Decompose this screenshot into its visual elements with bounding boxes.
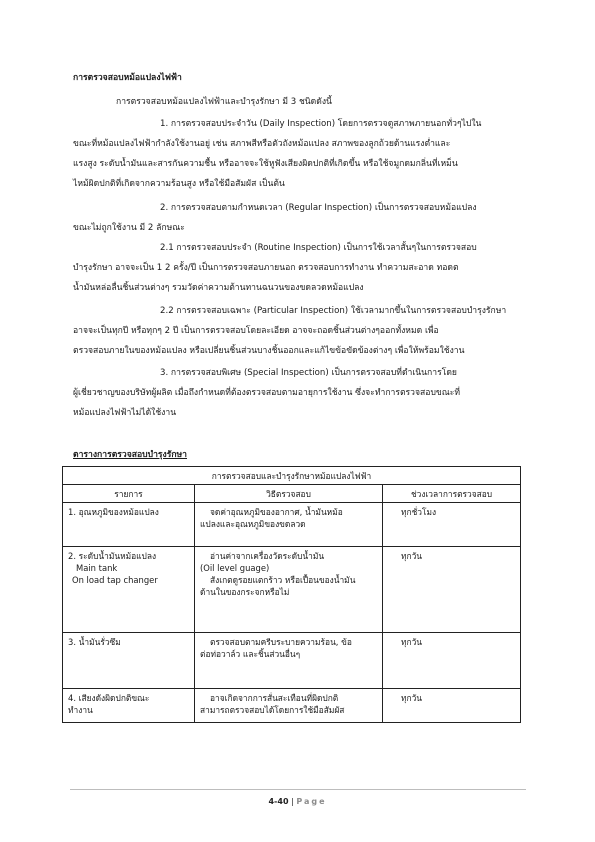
row-method-line: ด้านในของกระจกหรือไม่	[200, 587, 290, 597]
para21-line: น้ำมันหล่อลื่นชิ้นส่วนต่างๆ รวมวัดค่าความต้านทานฉนวนของขดลวดหม้อแปลง	[73, 283, 364, 293]
row-item-line: 1. อุณหภูมิของหม้อแปลง	[68, 507, 159, 517]
row-method-line: อาจเกิดจากการสั่นสะเทือนที่ผิดปกติ	[210, 693, 339, 703]
para22-line: ตรวจสอบภายในของหม้อแปลง หรือเปลี่ยนชิ้นส่วนบางชิ้นออกและแก้ไขข้อขัดข้องต่างๆ เพื่อให้พร้อมใช้งาน	[73, 346, 465, 356]
row-period: ทุกชั่วโมง	[383, 503, 521, 547]
row-method	[195, 503, 383, 547]
row-method-line: ตรวจสอบตามครีบระบายความร้อน, ข้อ	[210, 637, 352, 647]
para2-line: 2. การตรวจสอบตามกำหนดเวลา (Regular Inspection) เป็นการตรวจสอบหม้อแปลง	[160, 203, 477, 213]
para1-line: ขณะที่หม้อแปลงไฟฟ้ากำลังใช้งานอยู่ เช่น สภาพสีหรือตัวถังหม้อแปลง สภาพของลูกถ้วยด้านแรงต่ำและ	[73, 139, 451, 149]
para3-line: หม้อแปลงไฟฟ้าไม่ได้ใช้งาน	[73, 408, 177, 418]
row-method-line: อ่านค่าจากเครื่องวัดระดับน้ำมัน	[210, 551, 325, 561]
row-item-line: Main tank	[76, 563, 118, 573]
para21-line: 2.1 การตรวจสอบประจำ (Routine Inspection) เป็นการใช้เวลาสั้นๆในการตรวจสอบ	[160, 243, 477, 253]
table-title: ตารางการตรวจสอบบำรุงรักษา	[73, 450, 188, 460]
row-item	[63, 547, 195, 633]
para3-line: 3. การตรวจสอบพิเศษ (Special Inspection) เป็นการตรวจสอบที่ดำเนินการโดย	[160, 368, 457, 378]
row-method	[195, 633, 383, 689]
row-item	[63, 503, 195, 547]
row-item-line: On load tap changer	[72, 575, 158, 585]
row-method	[195, 689, 383, 723]
intro-line: การตรวจสอบหม้อแปลงไฟฟ้าและบำรุงรักษา มี 3 ชนิดดังนี้	[116, 97, 332, 107]
row-period: ทุกวัน	[383, 689, 521, 723]
row-item-line: 3. น้ำมันรั่วซึม	[68, 637, 121, 647]
row-period: ทุกวัน	[383, 547, 521, 633]
table-row	[63, 689, 521, 723]
row-period: ทุกวัน	[383, 633, 521, 689]
para3-line: ผู้เชี่ยวชาญของบริษัทผู้ผลิต เมื่อถึงกำหนดที่ต้องตรวจสอบตามอายุการใช้งาน ซึ่งจะทำการตรวจสอบขณะที่	[73, 388, 461, 398]
row-method-line: แปลงและอุณหภูมิของขดลวด	[200, 519, 306, 529]
row-item-line: ทำงาน	[68, 705, 93, 715]
row-method-line: สังเกตดูรอยแตกร้าว หรือเปื้อนของน้ำมัน	[210, 575, 356, 585]
row-item	[63, 689, 195, 723]
table-caption: การตรวจสอบและบำรุงรักษาหม้อแปลงไฟฟ้า	[63, 467, 521, 485]
page-number: 4-40	[268, 797, 289, 806]
header-item: รายการ	[63, 485, 195, 503]
maintenance-table	[62, 466, 521, 723]
page-footer	[0, 797, 595, 807]
row-method	[195, 547, 383, 633]
row-method-line: (Oil level guage)	[200, 563, 270, 573]
footer-divider	[70, 789, 526, 790]
row-method-line: สามารถตรวจสอบได้โดยการใช้มือสัมผัส	[200, 705, 345, 715]
section-heading: การตรวจสอบหม้อแปลงไฟฟ้า	[73, 73, 182, 83]
header-method: วิธีตรวจสอบ	[195, 485, 383, 503]
row-item-line: 2. ระดับน้ำมันหม้อแปลง	[68, 551, 157, 561]
row-method-line: จดค่าอุณหภูมิของอากาศ, น้ำมันหม้อ	[210, 507, 343, 517]
para22-line: 2.2 การตรวจสอบเฉพาะ (Particular Inspection) ใช้เวลามากขึ้นในการตรวจสอบบำรุงรักษา	[160, 306, 507, 316]
para22-line: อาจจะเป็นทุกปี หรือทุกๆ 2 ปี เป็นการตรวจสอบโดยละเอียด อาจจะถอดชิ้นส่วนต่างๆออกทั้งหมด เพื่อ	[73, 326, 439, 336]
para21-line: บำรุงรักษา อาจจะเป็น 1 2 ครั้ง/ปี เป็นการตรวจสอบภายนอก ตรวจสอบการทำงาน ทำความสะอาด ทอดต	[73, 263, 459, 273]
footer-separator: |	[291, 797, 294, 806]
page-word: Page	[296, 797, 327, 806]
table-row	[63, 547, 521, 633]
row-item	[63, 633, 195, 689]
table-row	[63, 633, 521, 689]
header-period: ช่วงเวลาการตรวจสอบ	[383, 485, 521, 503]
row-method-line: ต่อท่อวาล์ว และชิ้นส่วนอื่นๆ	[200, 649, 301, 659]
row-item-line: 4. เสียงดังผิดปกติขณะ	[68, 693, 150, 703]
table-row	[63, 503, 521, 547]
para1-line: 1. การตรวจสอบประจำวัน (Daily Inspection) โดยการตรวจดูสภาพภายนอกทั่วๆไปใน	[160, 119, 482, 129]
para1-line: ไหม้ผิดปกติที่เกิดจากความร้อนสูง หรือใช้มือสัมผัส เป็นต้น	[73, 179, 285, 189]
para2-line: ขณะไม่ถูกใช้งาน มี 2 ลักษณะ	[73, 223, 185, 233]
para1-line: แรงสูง ระดับน้ำมันและสารกันความชื้น หรืออาจจะใช้หูฟังเสียงผิดปกติที่เกิดขึ้น หรือใช้จมูกดมกลิ่นที่เหม็น	[73, 159, 458, 169]
